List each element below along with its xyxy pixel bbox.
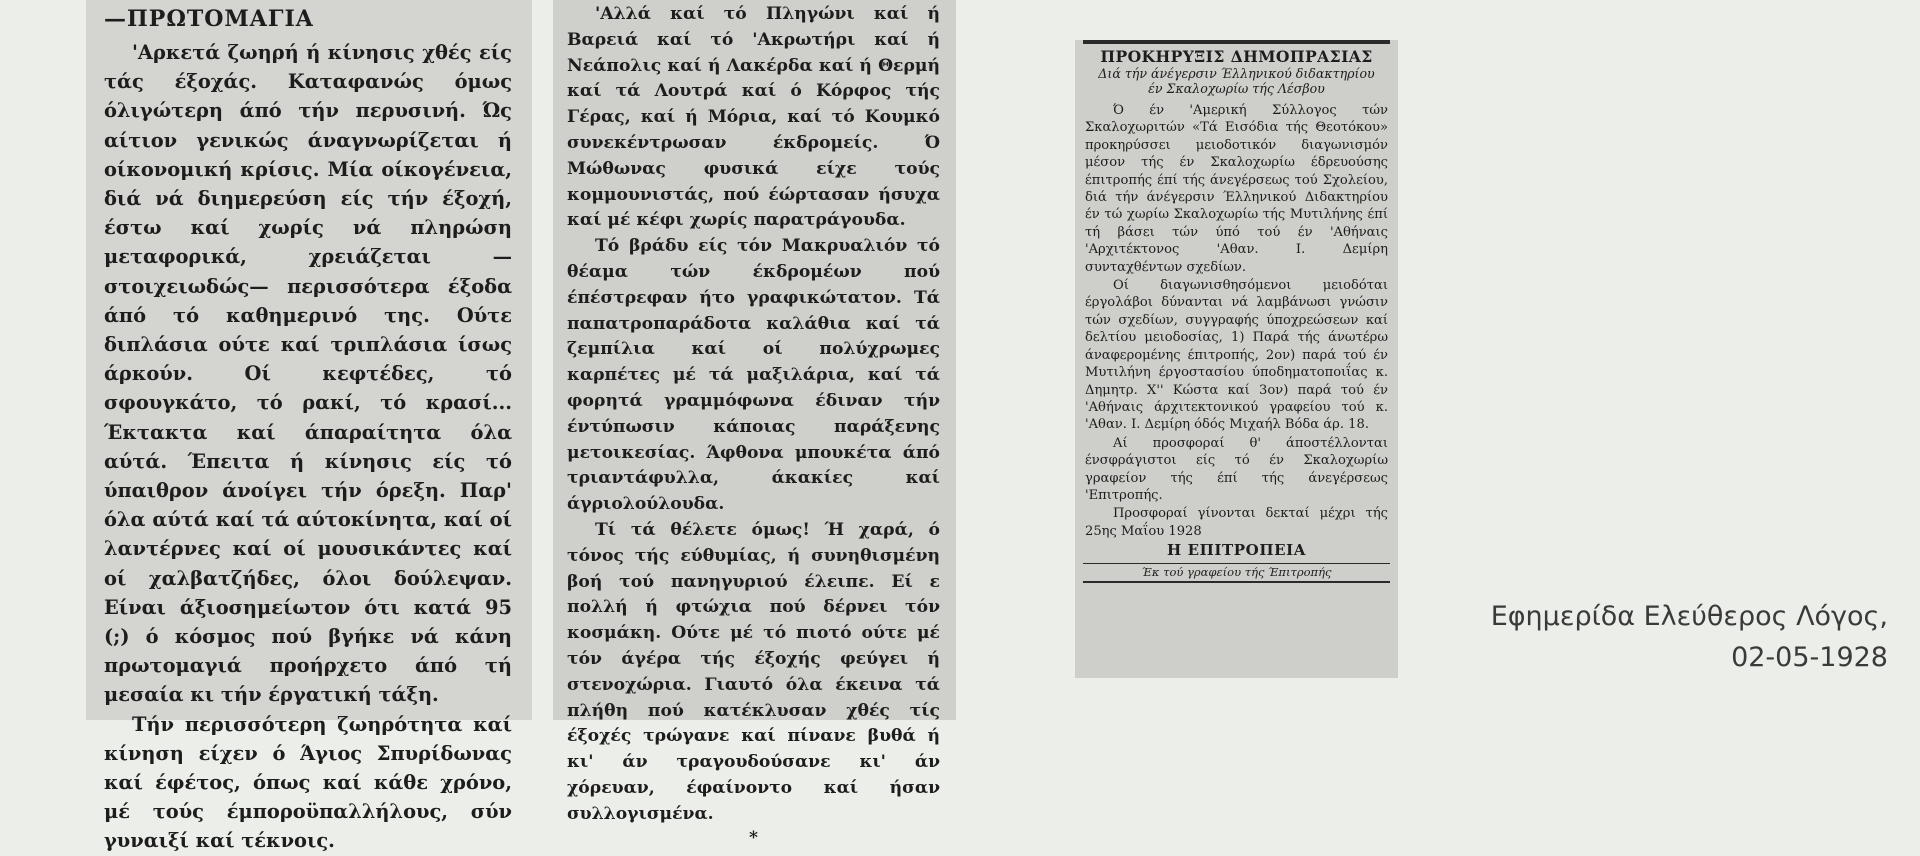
- notice-subtitle: Διά τήν άνέγερσιν Έλληνικού διδακτηρίου έν Σκαλοχωρίω τής Λέσβου: [1098, 66, 1375, 96]
- notice-title: ΠΡΟΚΗΡΥΞΙΣ ΔΗΜΟΠΡΑΣΙΑΣ: [1100, 47, 1373, 66]
- notice-paragraph-1: Ό έν 'Αμερική Σύλλογος τών Σκαλοχωριτών «Τά Εισόδια τής Θεοτόκου» προκηρύσσει μειοδοτικόν διαγωνισμόν μέσον τής έν Σκαλοχωρίω έδρευούσης έπιτροπής έπί τής άνεγέρσεως τού Σχολείου, διά τήν άνέγερσιν Έλληνικού Διδακτηρίου έν τώ χωρίω Σκαλοχωρίω τής Μυτιλήνης έπί τή βάσει τών ύπό τού έν 'Αθήναις 'Αρχιτέκτονος 'Αθαν. Ι. Δεμίρη συνταχθέντων σχεδίων.: [1085, 103, 1388, 275]
- article-end-mark: *: [749, 827, 758, 848]
- notice-paragraph-4: Προσφοραί γίνονται δεκταί μέχρι τής 25ης Μαΐου 1928: [1085, 506, 1388, 539]
- notice-footer: Έκ τού γραφείου τής Έπιτροπής: [1083, 563, 1390, 583]
- article-paragraph-4: Τό βράδυ είς τόν Μακρυαλιόν τό θέαμα τών έκδρομέων πού έπέστρεφαν ήτο γραφικώτατον. Τά παπατροπαράδοτα καλάθια καί τά ζεμπίλια καί οί πολύχρωμες καρπέτες μέ τά μαξιλάρια, καί τά φορητά γραμμόφωνα έδιναν τήν έντύπωσιν κάποιας παράξενης μετοικεσίας. Άφθονα μπουκέτα άπό τριαντάφυλλα, άκακίες καί άγριολούλουδα.: [567, 236, 940, 515]
- auction-notice-clipping: [1075, 40, 1398, 678]
- newspaper-clipping-continuation: [553, 0, 956, 848]
- caption-newspaper: Εφημερίδα Ελεύθερος Λόγος,: [1490, 601, 1888, 632]
- caption-date: 02-05-1928: [1731, 642, 1888, 673]
- image-caption: [1418, 596, 1888, 678]
- newspaper-clipping-protomagia: [86, 0, 532, 853]
- article-paragraph-5: Τί τά θέλετε όμως! Ή χαρά, ό τόνος τής εύθυμίας, ή συνηθισμένη βοή τού πανηγυριού έλειπε. Εί ε πολλή ή φτώχια πού δέρνει τόν κοσμάκη. Ούτε μέ τό πιοτό ούτε μέ τόν άγέρα τής έξοχής φεύγει ή στενοχώρια. Γιαυτό όλα έκεινα τά πλήθη πού κατέκλυσαν χθές τίς έξοχές τρώγανε καί πίνανε βυθά ή κι' άν τραγουδούσανε κι' άν χόρευαν, έφαίνοντο καί ήσαν συλλογισμένα.: [567, 519, 940, 824]
- article-paragraph-2: Τήν περισσότερη ζωηρότητα καί κίνηση είχεν ό Άγιος Σπυρίδωνας καί έφέτος, όπως καί κάθε χρόνο, μέ τούς έμποροϋπαλλήλους, σύν γυναιξί καί τέκνοις.: [104, 712, 512, 853]
- notice-paragraph-3: Αί προσφοραί θ' άποστέλλονται ένσφράγιστοι είς τό έν Σκαλοχωρίω γραφείον τής έπί τής άνεγέρσεως 'Επιτροπής.: [1085, 435, 1388, 503]
- article-paragraph-3: 'Αλλά καί τό Πληγώνι καί ή Βαρειά καί τό 'Ακρωτήρι καί ή Νεάπολις καί ή Λακέρδα καί ή Θερμή καί τά Λουτρά καί ό Κόρφος τής Γέρας, καί ή Μόρια, καί τό Κουμκό συνεκέντρωσαν έκδρομείς. Ό Μώθωνας φυσικά είχε τούς κομμουνιστάς, πού έώρτασαν ήσυχα καί μέ κέφι χωρίς παρατράγουδα.: [567, 4, 940, 231]
- article-paragraph-1: 'Αρκετά ζωηρή ή κίνησις χθές είς τάς έξοχάς. Καταφανώς όμως όλιγώτερη άπό τήν περυσινή. Ώς αίτιον γενικώς άναγνωρίζεται ή οίκονομική κρίσις. Μία οίκογένεια, διά νά διημερεύση είς τήν έξοχή, έστω καί χωρίς νά πληρώση μεταφορικά, χρειάζεται —στοιχειωδώς— περισσότερα έξοδα άπό τό καθημερινό της. Ούτε διπλάσια ούτε καί τριπλάσια ίσως άρκούν. Οί κεφτέδες, τό σφουγκάτο, τό ρακί, τό κρασί... Έκτακτα καί άπαραίτητα όλα αύτά. Έπειτα ή κίνησις είς τό ύπαιθρον άνοίγει τήν όρεξη. Παρ' όλα αύτά καί τά αύτοκίνητα, καί οί λαντέρνες καί οί μουσικάντες καί οί χαλβατζήδες, όλοι δούλεψαν. Είναι άξιοσημείωτον ότι κατά 95 (;) ό κόσμος πού βγήκε νά κάνη πρωτομαγιά προήρχετο άπό τή μεσαία κι τήν έργατική τάξη.: [104, 41, 512, 707]
- article-heading: —ΠΡΩΤΟΜΑΓΙΑ: [104, 6, 314, 32]
- notice-paragraph-2: Οί διαγωνισθησόμενοι μειοδόται έργολάβοι δύνανται νά λαμβάνωσι γνώσιν τών σχεδίων, συγγραφής ύποχρεώσεων καί δελτίου μειοδοσίας, 1) Παρά τής άνωτέρω άναφερομένης έπιτροπής, 2ον) παρά τού έν Μυτιλήνη έργοστασίου ύποδηματοποιΐας κ. Δημητρ. Χ'' Κώστα καί 3ον) παρά τού έν 'Αθήναις άρχιτεκτονικού γραφείου τού κ. 'Αθαν. Ι. Δεμίρη όδός Μιχαήλ Βόδα άρ. 18.: [1085, 278, 1388, 433]
- notice-top-rule: [1083, 40, 1390, 44]
- notice-signature: Η ΕΠΙΤΡΟΠΕΙΑ: [1167, 541, 1306, 560]
